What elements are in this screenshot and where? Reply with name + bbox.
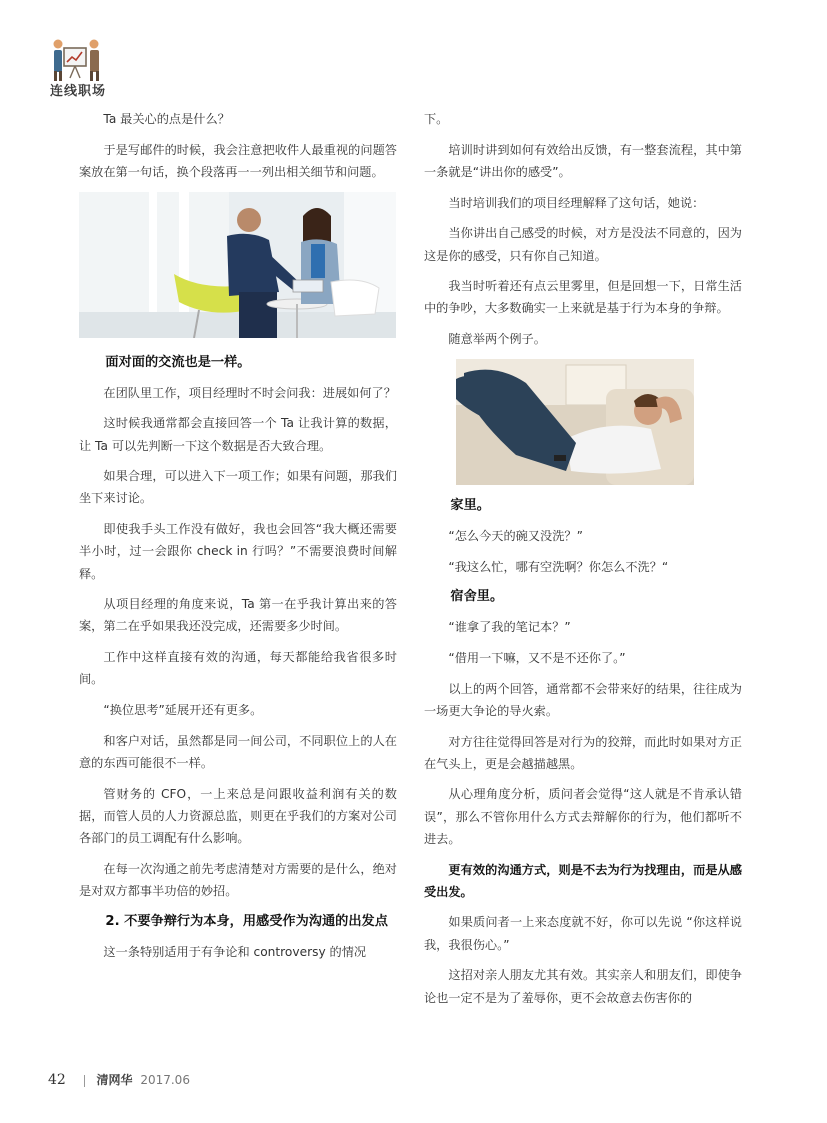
page-number: 42	[48, 1072, 66, 1088]
paragraph: 即使我手头工作没有做好，我也会回答“我大概还需要半小时，过一会跟你 check in 行吗？”不需要浪费时间解释。	[79, 522, 397, 581]
paragraph: “借用一下嘛，又不是不还你了。”	[448, 650, 626, 665]
paragraph: 培训时讲到如何有效给出反馈，有一整套流程，其中第一条就是“讲出你的感受”。	[424, 142, 742, 179]
paragraph: 在每一次沟通之前先考虑清楚对方需要的是什么，绝对是对双方都事半功倍的妙招。	[79, 861, 397, 898]
paragraph: “谁拿了我的笔记本？”	[448, 620, 571, 635]
section-heading: 面对面的交流也是一样。	[105, 354, 251, 370]
footer-divider	[84, 1075, 85, 1087]
section-title: 连线职场	[50, 84, 107, 99]
paragraph: 于是写邮件的时候，我会注意把收件人最重视的问题答案放在第一句话，换个段落再一一列出相关细节和问题。	[79, 142, 397, 179]
paragraph: 如果质问者一上来态度就不好，你可以先说 “你这样说我，我很伤心。”	[424, 915, 742, 952]
paragraph: 这招对亲人朋友尤其有效。其实亲人和朋友们，即使争论也一定不是为了羞辱你，更不会故意去伤害你的	[424, 968, 742, 1005]
paragraph: 随意举两个例子。	[448, 332, 546, 347]
issue-date: 2017.06	[140, 1073, 190, 1087]
paragraph: 工作中这样直接有效的沟通，每天都能给我省很多时间。	[79, 650, 397, 687]
paragraph: 如果合理，可以进入下一项工作；如果有问题，那我们坐下来讨论。	[79, 469, 397, 506]
paragraph: “我这么忙，哪有空洗啊？你怎么不洗？“	[448, 559, 669, 574]
paragraph: 从心理角度分析，质问者会觉得“这人就是不肯承认错误”，那么不管你用什么方式去辩解你的行为，他们都听不进去。	[424, 787, 742, 846]
paragraph: 当你讲出自己感受的时候，对方是没法不同意的，因为这是你的感受，只有你自己知道。	[424, 226, 742, 263]
section-heading: 2. 不要争辩行为本身，用感受作为沟通的出发点	[105, 913, 388, 929]
paragraph: 我当时听着还有点云里雾里，但是回想一下，日常生活中的争吵，大多数确实一上来就是基于行为本身的争辩。	[424, 279, 742, 316]
paragraph: 在团队里工作，项目经理时不时会问我：进展如何了？	[103, 385, 396, 400]
paragraph: 下。	[424, 112, 449, 126]
paragraph: “怎么今天的碗又没洗？”	[448, 528, 583, 543]
paragraph: “换位思考”延展开还有更多。	[103, 703, 263, 718]
paragraph: 从项目经理的角度来说，Ta 第一在乎我计算出来的答案，第二在乎如果我还没完成，还需要多少时间。	[79, 597, 397, 634]
paragraph: 管财务的 CFO，一上来总是问跟收益利润有关的数据，而管人员的人力资源总监，则更在乎我们的方案对公司各部门的员工调配有什么影响。	[79, 786, 397, 846]
paragraph: 对方往往觉得回答是对行为的狡辩，而此时如果对方正在气头上，更是会越描越黑。	[424, 734, 742, 771]
paragraph: 当时培训我们的项目经理解释了这句话，她说：	[448, 195, 705, 210]
right-column	[424, 108, 742, 1017]
magazine-name: 清网华	[96, 1073, 133, 1087]
business-meeting-photo	[79, 192, 396, 338]
section-heading: 宿舍里。	[450, 589, 504, 605]
paragraph: 这一条特别适用于有争论和 controversy 的情况	[103, 944, 367, 959]
left-column	[79, 108, 397, 971]
paragraph: 这时候我通常都会直接回答一个 Ta 让我计算的数据，让 Ta 可以先判断一下这个数据是否大致合理。	[79, 416, 397, 453]
man-on-sofa-photo	[456, 359, 694, 485]
page-footer	[48, 1071, 190, 1088]
paragraph: 以上的两个回答，通常都不会带来好的结果，往往成为一场更大争论的导火索。	[424, 681, 742, 718]
paragraph: 和客户对话，虽然都是同一间公司，不同职位上的人在意的东西可能很不一样。	[79, 733, 397, 770]
emphasis-paragraph: 更有效的沟通方式，则是不去为行为找理由，而是从感受出发。	[424, 862, 742, 899]
section-heading: 家里。	[450, 497, 490, 513]
paragraph: Ta 最关心的点是什么？	[103, 112, 230, 126]
